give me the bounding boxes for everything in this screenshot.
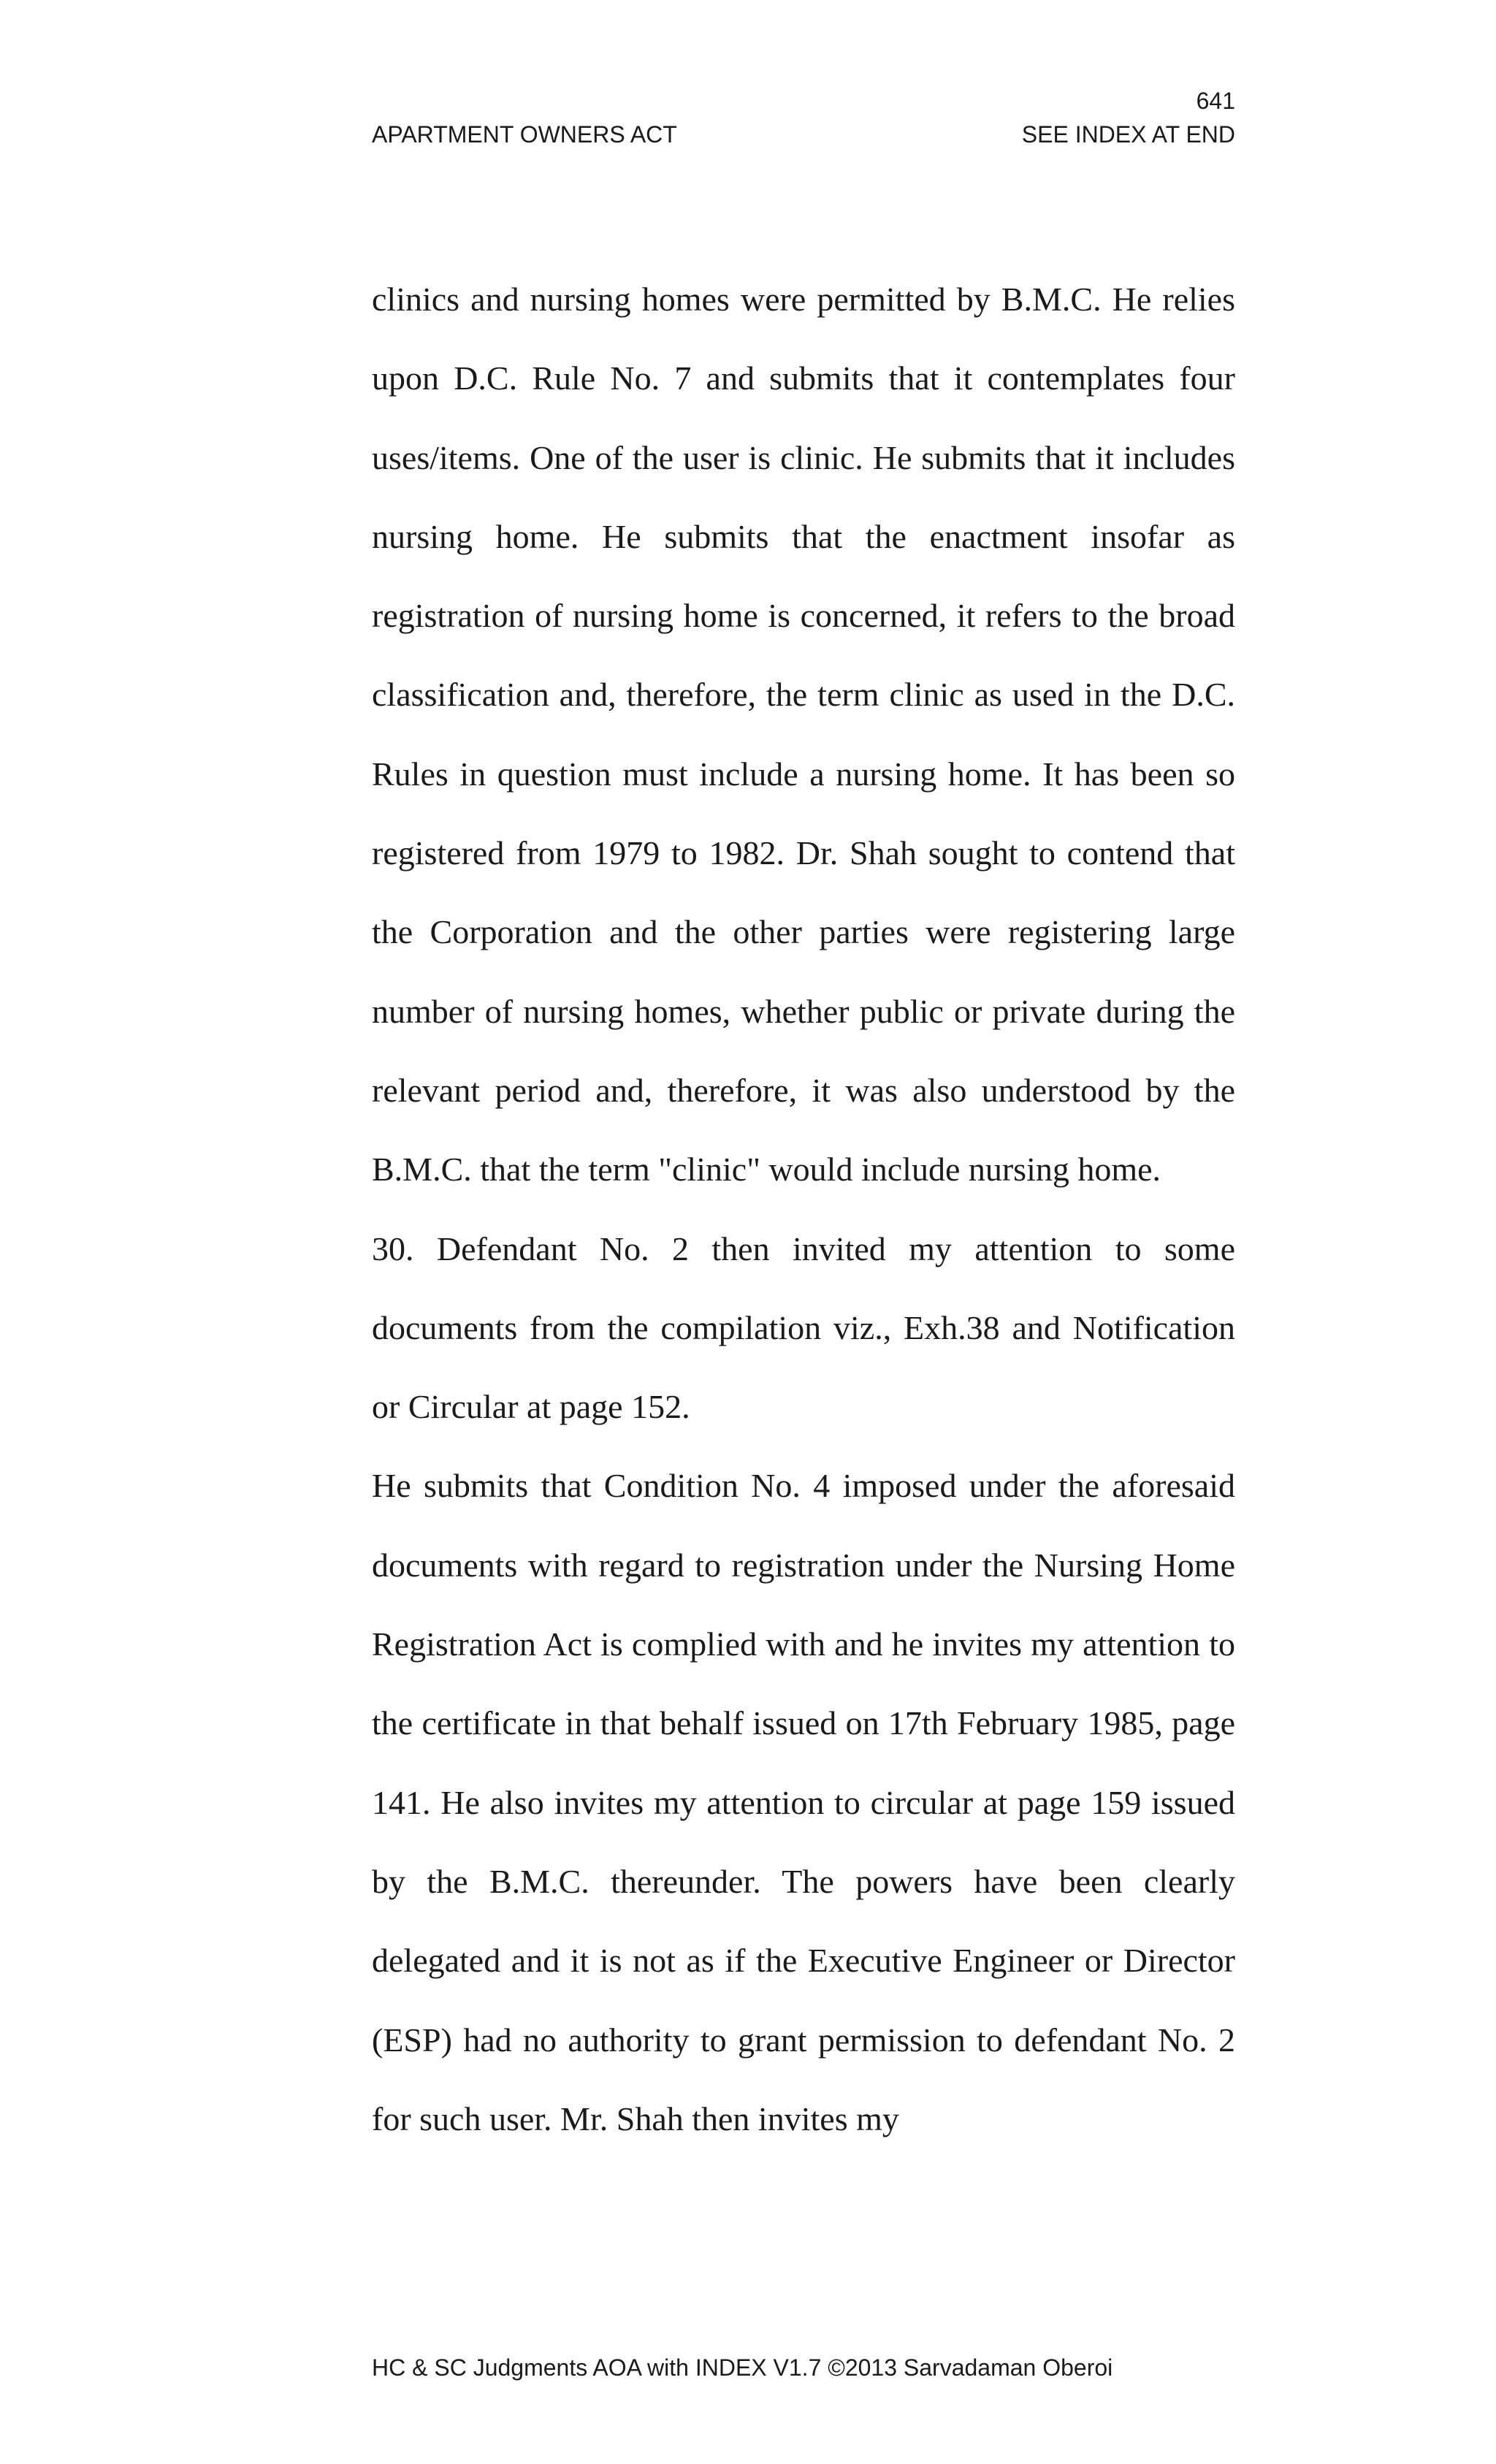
paragraph: 30. Defendant No. 2 then invited my attention to some documents from the compilation viz., Exh.38 and Notification or Circular at page 152.	[372, 1229, 1235, 1426]
page-number: 641	[1196, 88, 1235, 114]
running-header-index-note: SEE INDEX AT END	[1021, 121, 1235, 148]
paragraph: He submits that Condition No. 4 imposed under the aforesaid documents with regard to registration under the Nursing Home Registration Act is complied with and he invites my attention to the certificate in that behalf issued on 17th February 1985, page 141. He also invites my attention to circular at page 159 issued by the B.M.C. thereunder. The powers have been clearly delegated and it is not as if the Executive Engineer or Director (ESP) had no authority to grant permission to defendant No. 2 for such user. Mr. Shah then invites my	[372, 1467, 1235, 2137]
paragraph: clinics and nursing homes were permitted by B.M.C. He relies upon D.C. Rule No. 7 and submits that it contemplates four uses/items. One of the user is clinic. He submits that it includes nursing home. He submits that the enactment insofar as registration of nursing home is concerned, it refers to the broad classification and, therefore, the term clinic as used in the D.C. Rules in question must include a nursing home. It has been so registered from 1979 to 1982. Dr. Shah sought to contend that the Corporation and the other parties were registering large number of nursing homes, whether public or private during the relevant period and, therefore, it was also understood by the B.M.C. that the term "clinic" would include nursing home.	[372, 281, 1235, 1189]
running-header-title: APARTMENT OWNERS ACT	[372, 121, 677, 148]
document-body	[372, 260, 1235, 2159]
page-footer: HC & SC Judgments AOA with INDEX V1.7 ©2013 Sarvadaman Oberoi	[372, 2354, 1113, 2381]
